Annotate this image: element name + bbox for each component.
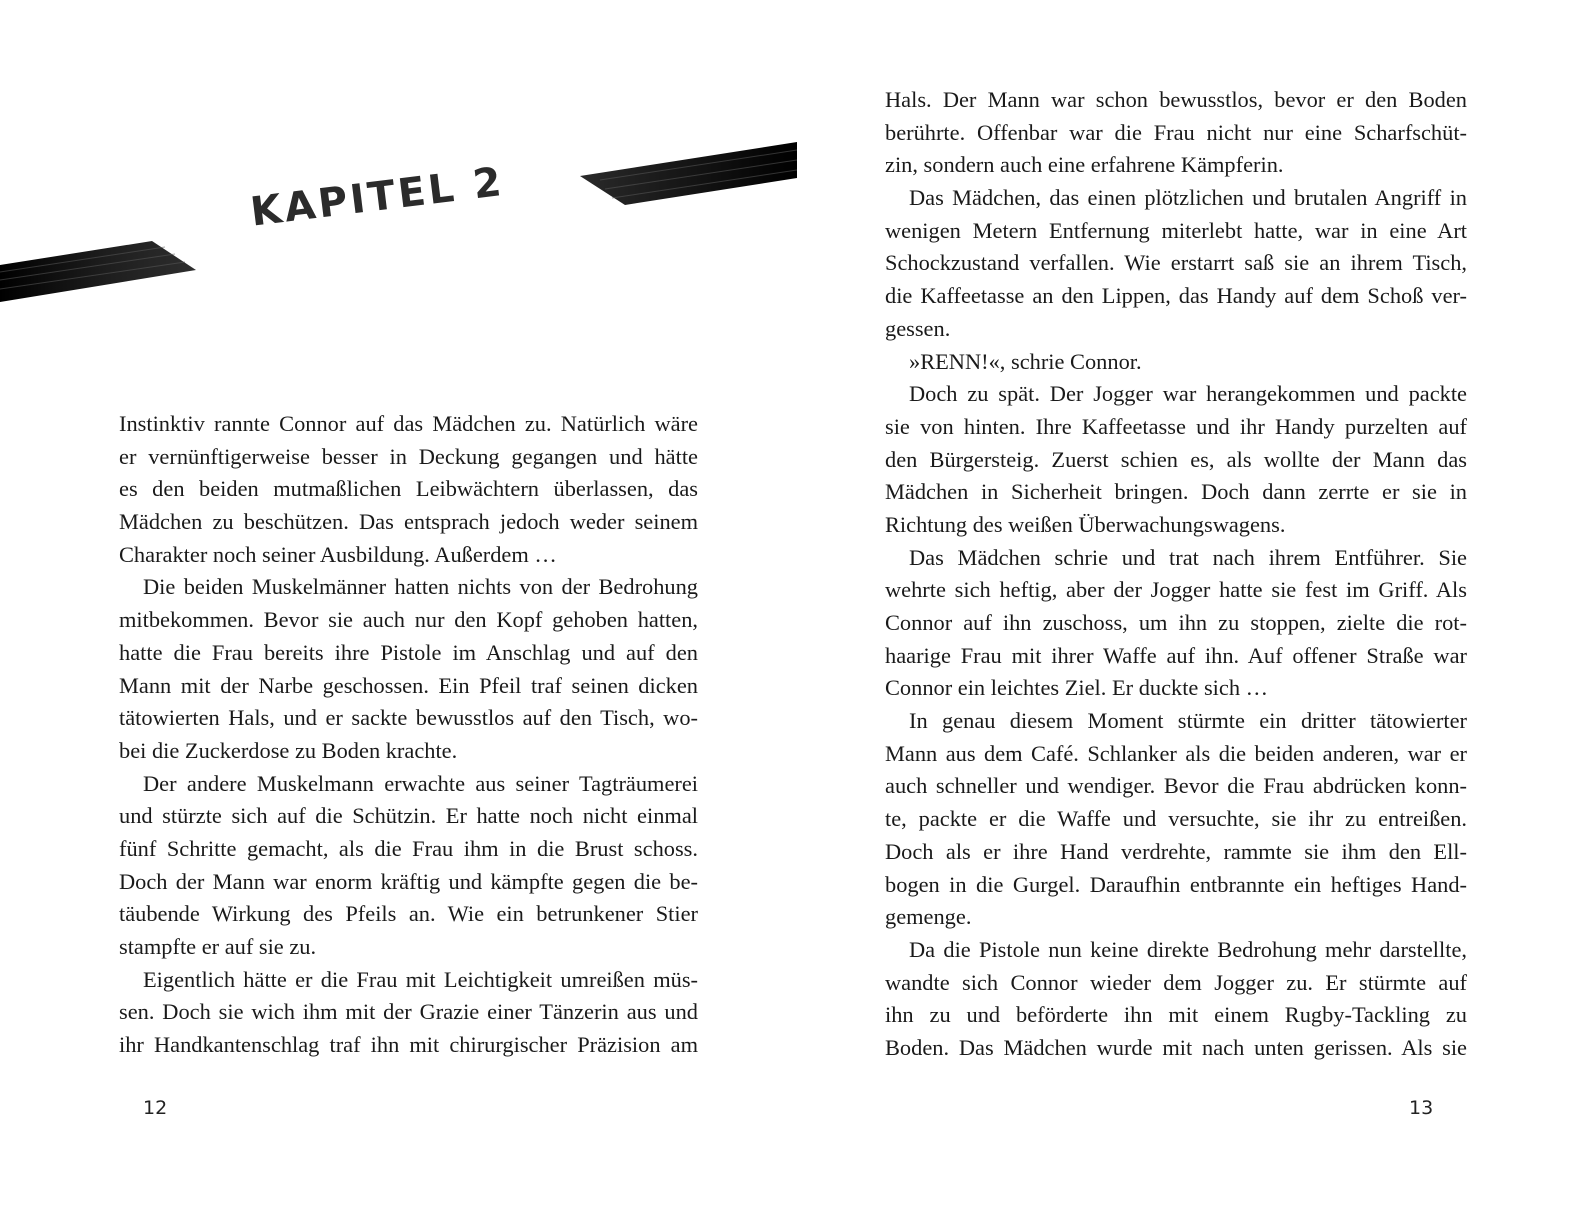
text-line: auch schneller und wendiger. Bevor die Frau abdrücken konn- — [885, 773, 1467, 799]
text-line: bei die Zuckerdose zu Boden krachte. — [119, 737, 458, 763]
text-line: Doch als er ihre Hand verdrehte, rammte sie ihm den Ell- — [885, 838, 1467, 864]
text-line: sen. Doch sie wich ihm mit der Grazie einer Tänzerin aus und — [119, 999, 698, 1025]
chapter-decoration — [0, 0, 797, 340]
right-body-text — [885, 84, 1467, 1065]
text-line: und stürzte sich auf die Schützin. Er hatte noch nicht einmal — [119, 803, 698, 829]
text-line: die Kaffeetasse an den Lippen, das Handy auf dem Schoß ver- — [885, 283, 1467, 309]
text-line: Boden. Das Mädchen wurde mit nach unten gerissen. Als sie — [885, 1034, 1467, 1060]
text-line: ihr Handkantenschlag traf ihn mit chirurgischer Präzision am — [119, 1032, 698, 1058]
text-line: Doch der Mann war enorm kräftig und kämpfte gegen die be- — [119, 868, 698, 894]
text-line: Schockzustand verfallen. Wie erstarrt saß sie an ihrem Tisch, — [885, 250, 1467, 276]
chapter-title: KAPITEL 2 — [248, 158, 507, 236]
text-line: Mädchen zu beschützen. Das entsprach jedoch weder seinem — [119, 509, 698, 535]
text-line: Mann aus dem Café. Schlanker als die beiden anderen, war er — [885, 740, 1467, 766]
text-line: Richtung des weißen Überwachungswagens. — [885, 511, 1286, 537]
text-line: Die beiden Muskelmänner hatten nichts von der Bedrohung — [143, 574, 698, 600]
text-line: ihn zu und beförderte ihn mit einem Rugby-Tackling zu — [885, 1002, 1467, 1028]
text-line: Connor ein leichtes Ziel. Er duckte sich … — [885, 675, 1269, 701]
text-line: den Bürgersteig. Zuerst schien es, als wollte der Mann das — [885, 446, 1467, 472]
text-line: haarige Frau mit ihrer Waffe auf ihn. Auf offener Straße war — [885, 642, 1467, 668]
right-page — [797, 0, 1594, 1217]
left-body-text — [119, 408, 698, 1062]
text-line: Eigentlich hätte er die Frau mit Leichtigkeit umreißen müs- — [143, 966, 698, 992]
text-line: es den beiden mutmaßlichen Leibwächtern überlassen, das — [119, 476, 698, 502]
text-line: wehrte sich heftig, aber der Jogger hatte sie fest im Griff. Als — [885, 577, 1467, 603]
text-line: »RENN!«, schrie Connor. — [909, 348, 1142, 374]
text-line: wandte sich Connor wieder dem Jogger zu. Er stürmte auf — [885, 969, 1467, 995]
text-line: Charakter noch seiner Ausbildung. Außerdem … — [119, 541, 557, 567]
right-speed-stripe — [580, 142, 797, 205]
text-line: wenigen Metern Entfernung miterlebt hatte, war in eine Art — [885, 217, 1467, 243]
text-line: Instinktiv rannte Connor auf das Mädchen zu. Natürlich wäre — [119, 411, 698, 436]
text-line: Das Mädchen schrie und trat nach ihrem Entführer. Sie — [909, 544, 1467, 570]
text-line: tätowierten Hals, und er sackte bewusstlos auf den Tisch, wo- — [119, 705, 698, 731]
text-line: hatte die Frau bereits ihre Pistole im Anschlag und auf den — [119, 639, 698, 665]
text-line: Doch zu spät. Der Jogger war herangekommen und packte — [909, 381, 1467, 407]
chapter-heading — [0, 0, 797, 340]
text-line: Hals. Der Mann war schon bewusstlos, bevor er den Boden — [885, 87, 1467, 112]
text-line: Der andere Muskelmann erwachte aus seiner Tagträumerei — [143, 770, 698, 796]
text-line: Mann mit der Narbe geschossen. Ein Pfeil traf seinen dicken — [119, 672, 698, 698]
right-page-number: 13 — [1409, 1097, 1434, 1119]
text-line: gessen. — [885, 315, 951, 341]
left-speed-stripe — [0, 241, 196, 302]
text-line: Da die Pistole nun keine direkte Bedrohung mehr darstellte, — [909, 936, 1467, 962]
text-line: Connor auf ihn zuschoss, um ihn zu stoppen, zielte die rot- — [885, 610, 1467, 635]
left-page-number: 12 — [143, 1097, 168, 1119]
text-line: er vernünftigerweise besser in Deckung gegangen und hätte — [119, 443, 698, 469]
text-line: te, packte er die Waffe und versuchte, sie ihr zu entreißen. — [885, 806, 1467, 832]
text-line: gemenge. — [885, 904, 972, 930]
text-line: In genau diesem Moment stürmte ein dritter tätowierter — [909, 708, 1467, 734]
text-line: täubende Wirkung des Pfeils an. Wie ein betrunkener Stier — [119, 901, 698, 927]
text-line: sie von hinten. Ihre Kaffeetasse und ihr Handy purzelten auf — [885, 413, 1467, 439]
text-line: stampfte er auf sie zu. — [119, 934, 317, 959]
text-line: berührte. Offenbar war die Frau nicht nur eine Scharfschüt- — [885, 119, 1467, 145]
text-line: Mädchen in Sicherheit bringen. Doch dann zerrte er sie in — [885, 479, 1467, 505]
text-line: zin, sondern auch eine erfahrene Kämpferin. — [885, 152, 1284, 178]
text-line: fünf Schritte gemacht, als die Frau ihm in die Brust schoss. — [119, 835, 698, 861]
text-line: mitbekommen. Bevor sie auch nur den Kopf gehoben hatten, — [119, 607, 698, 633]
text-line: Das Mädchen, das einen plötzlichen und brutalen Angriff in — [909, 185, 1467, 211]
text-line: bogen in die Gurgel. Daraufhin entbrannte ein heftiges Hand- — [885, 871, 1467, 897]
